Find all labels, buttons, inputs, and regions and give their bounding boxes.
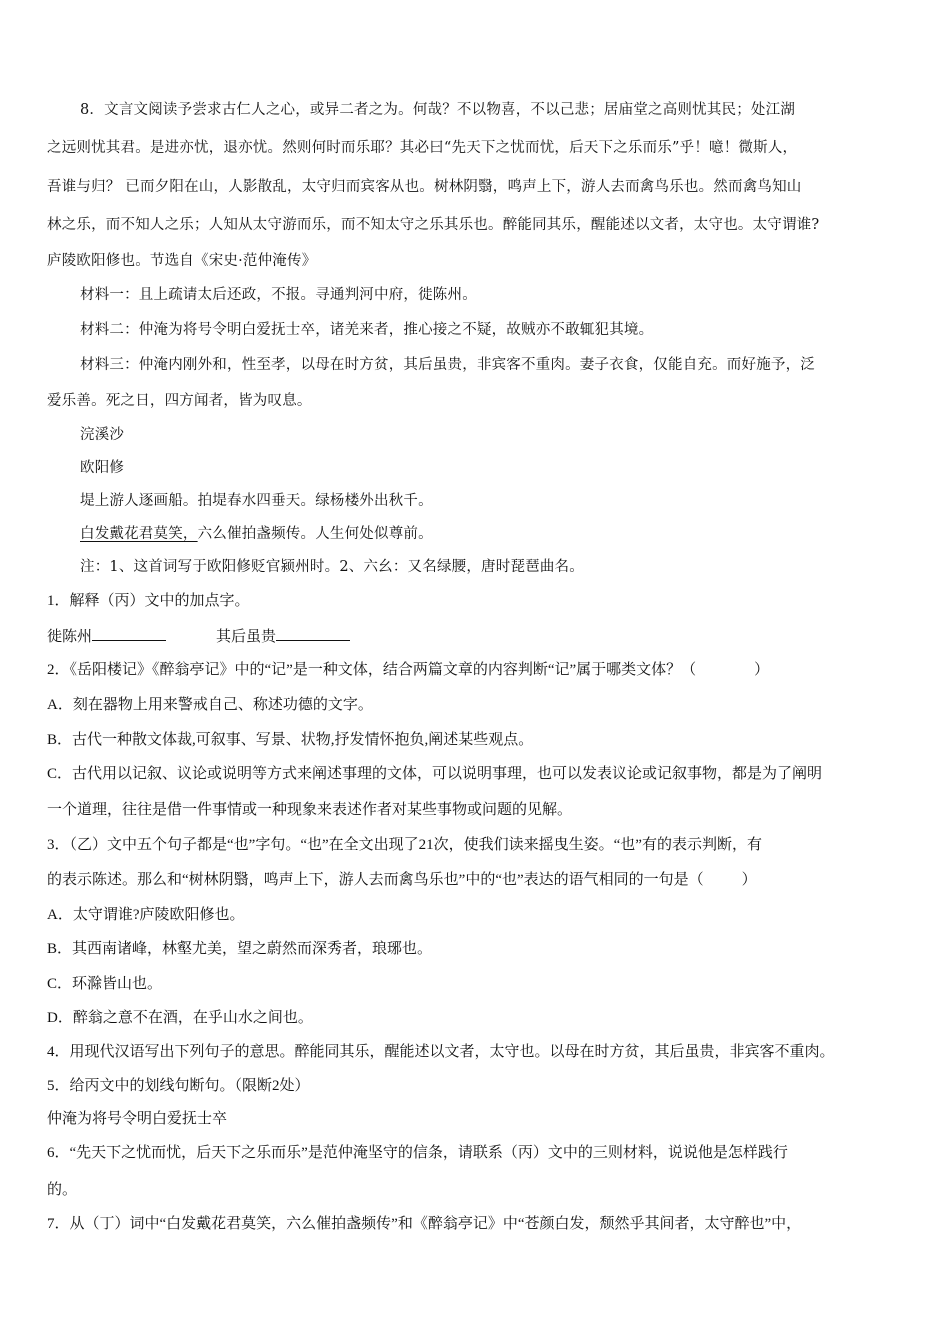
question-3-close: ） bbox=[741, 872, 757, 888]
question-3-line-1: 3．（乙）文中五个句子都是“也”字句。“也”在全文出现了21次，使我们读来摇曳生姿。“也”有的表示判断，有 bbox=[47, 837, 762, 853]
q2-option-c-line-2: 一个道理，往往是借一件事情或一种现象来表述作者对某些事物或问题的见解。 bbox=[47, 802, 573, 818]
passage-line-2: 之远则忧其君。是进亦忧，退亦忧。然则何时而乐耶？其必曰“先天下之忧而忧，后天下之乐而乐”乎！噫！微斯人， bbox=[47, 140, 798, 156]
question-1-items bbox=[47, 625, 907, 647]
q1-blank-b[interactable] bbox=[276, 625, 350, 641]
question-7: 7．从（丁）词中“白发戴花君莫笑，六么催拍盏频传”和《醉翁亭记》中“苍颜白发，颓然乎其间者，太守醉也”中， bbox=[47, 1216, 802, 1232]
passage-line-3: 吾谁与归？ 已而夕阳在山，人影散乱，太守归而宾客从也。树林阴翳，鸣声上下，游人去而禽鸟乐也。然而禽鸟知山 bbox=[47, 179, 802, 195]
material-one: 材料一：且上疏请太后还政，不报。寻通判河中府，徙陈州。 bbox=[80, 287, 477, 303]
q1-term-a: 徙陈州 bbox=[47, 629, 93, 645]
poem-line-2 bbox=[80, 524, 940, 544]
q2-option-b: B．古代一种散文体裁,可叙事、写景、状物,抒发情怀抱负,阐述某些观点。 bbox=[47, 732, 534, 748]
poem-line-2-rest: 六么催拍盏频传。人生何处似尊前。 bbox=[197, 526, 433, 542]
q3-option-c: C．环滁皆山也。 bbox=[47, 976, 163, 992]
question-2-text: 2．《岳阳楼记》《醉翁亭记》中的“记”是一种文体，结合两篇文章的内容判断“记”属于哪类文体？（ bbox=[47, 662, 697, 678]
question-4: 4．用现代汉语写出下列句子的意思。醉能同其乐，醒能述以文者，太守也。以母在时方贫，其后虽贵，非宾客不重肉。 bbox=[47, 1044, 835, 1060]
question-1: 1．解释（丙）文中的加点字。 bbox=[47, 593, 250, 609]
material-two: 材料二：仲淹为将号令明白爱抚士卒，诸羌来者，推心接之不疑，故贼亦不敢辄犯其境。 bbox=[80, 322, 654, 338]
question-5: 5．给丙文中的划线句断句。（限断2处） bbox=[47, 1078, 310, 1094]
passage-line-4: 林之乐，而不知人之乐；人知从太守游而乐，而不知太守之乐其乐也。醉能同其乐，醒能述以文者，太守也。太守谓谁? bbox=[47, 217, 820, 233]
q3-option-d: D．醉翁之意不在酒，在乎山水之间也。 bbox=[47, 1010, 313, 1026]
question-5-text: 仲淹为将号令明白爱抚士卒 bbox=[47, 1111, 228, 1127]
q1-blank-a[interactable] bbox=[92, 625, 166, 641]
q3-option-b: B．其西南诸峰，林壑尤美，望之蔚然而深秀者，琅琊也。 bbox=[47, 941, 433, 957]
question-6-line-1: 6．“先天下之忧而忧，后天下之乐而乐”是范仲淹坚守的信条，请联系（丙）文中的三则材料，说说他是怎样践行 bbox=[47, 1145, 788, 1161]
poem-line-1: 堤上游人逐画船。拍堤春水四垂天。绿杨楼外出秋千。 bbox=[80, 493, 433, 509]
poem-note: 注：1、这首词写于欧阳修贬官颍州时。2、六幺：又名绿腰，唐时琵琶曲名。 bbox=[80, 559, 584, 575]
material-three-line-1: 材料三：仲淹内刚外和，性至孝，以母在时方贫，其后虽贵，非宾客不重肉。妻子衣食，仅能自充。而好施予，泛 bbox=[80, 357, 815, 373]
q3-option-a: A．太守谓谁?庐陵欧阳修也。 bbox=[47, 907, 245, 923]
q1-term-b: 其后虽贵 bbox=[216, 629, 277, 645]
poem-title: 浣溪沙 bbox=[80, 427, 125, 443]
question-2 bbox=[47, 660, 907, 680]
poem-underlined-phrase: 白发戴花君莫笑， bbox=[80, 526, 198, 542]
question-6-line-2: 的。 bbox=[47, 1182, 78, 1198]
question-3-text: 的表示陈述。那么和“树林阴翳，鸣声上下，游人去而禽鸟乐也”中的“也”表达的语气相同的一句是（ bbox=[47, 872, 704, 888]
q2-option-c-line-1: C．古代用以记叙、议论或说明等方式来阐述事理的文体，可以说明事理，也可以发表议论或记叙事物，都是为了阐明 bbox=[47, 766, 823, 782]
question-3-line-2 bbox=[47, 870, 907, 890]
poem-author: 欧阳修 bbox=[80, 460, 125, 476]
passage-line-5: 庐陵欧阳修也。节选自《宋史·范仲淹传》 bbox=[47, 253, 317, 269]
q2-option-a: A．刻在器物上用来警戒自己、称述功德的文字。 bbox=[47, 697, 373, 713]
passage-line-1: 8．文言文阅读予尝求古仁人之心，或异二者之为。何哉？不以物喜，不以己悲；居庙堂之高则忧其民；处江湖 bbox=[80, 102, 796, 118]
question-2-close: ） bbox=[754, 662, 770, 678]
material-three-line-2: 爱乐善。死之日，四方闻者，皆为叹息。 bbox=[47, 393, 312, 409]
